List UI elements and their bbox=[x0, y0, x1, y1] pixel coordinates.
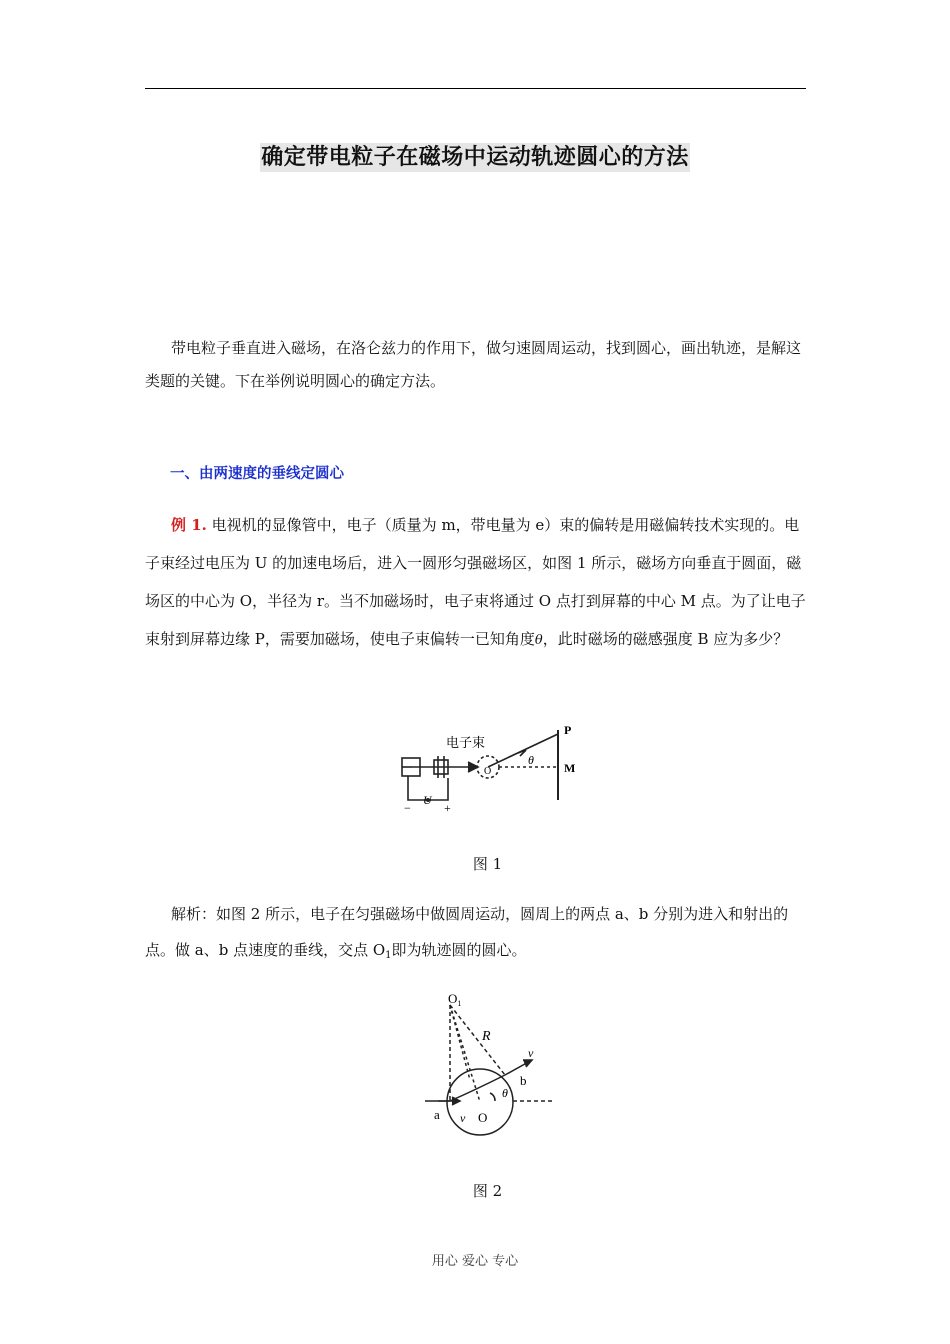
fig1-beam-label: 电子束 bbox=[446, 735, 486, 750]
analysis-paragraph bbox=[145, 896, 810, 974]
example-text-2: ，此时磁场的磁感强度 B 应为多少？ bbox=[542, 630, 789, 648]
fig2-theta-label: θ bbox=[502, 1086, 508, 1100]
example-label: 例 1. bbox=[171, 516, 207, 534]
fig1-plus-label: + bbox=[444, 801, 451, 815]
fig2-O1-label: $O_1$ bbox=[448, 991, 462, 1008]
fig1-P-label: P bbox=[564, 723, 572, 737]
figure-2-caption: 图 2 bbox=[472, 1182, 503, 1200]
fig1-M-label: M bbox=[564, 761, 576, 775]
analysis-text-1: 解析：如图 2 所示，电子在匀强磁场中做圆周运动，圆周上的两点 a、b 分别为进入和射出的点。做 a、b 点速度的垂线，交点 O bbox=[145, 905, 789, 959]
fig1-theta-label: θ bbox=[528, 753, 534, 767]
fig1-U-label: U bbox=[423, 793, 432, 807]
figure-2-diagram bbox=[420, 985, 560, 1145]
section-heading: 一、由两速度的垂线定圆心 bbox=[170, 466, 344, 482]
analysis-text-2: 即为轨迹圆的圆心。 bbox=[391, 941, 527, 959]
analysis-subscript: 1 bbox=[385, 950, 392, 961]
fig2-v-top-label: v bbox=[528, 1046, 534, 1060]
fig2-v-bottom-label: v bbox=[460, 1111, 466, 1125]
figure-1-diagram bbox=[398, 720, 588, 815]
figure-1-caption: 图 1 bbox=[472, 855, 503, 873]
fig2-b-label: b bbox=[520, 1073, 527, 1088]
fig2-R-label: R bbox=[482, 1029, 491, 1044]
page-title: 确定带电粒子在磁场中运动轨迹圆心的方法 bbox=[261, 145, 689, 170]
fig1-O-label: O bbox=[484, 766, 492, 777]
fig2-O-label: O bbox=[478, 1110, 488, 1125]
example-paragraph bbox=[145, 506, 810, 660]
page-footer: 用心 爱心 专心 bbox=[431, 1254, 519, 1269]
fig1-minus-label: − bbox=[404, 801, 411, 815]
intro-paragraph: 带电粒子垂直进入磁场，在洛仑兹力的作用下，做匀速圆周运动，找到圆心，画出轨迹，是解这类题的关键。下在举例说明圆心的确定方法。 bbox=[145, 339, 802, 390]
example-text-1: 电视机的显像管中，电子（质量为 m，带电量为 e）束的偏转是用磁偏转技术实现的。电子束经过电压为 U 的加速电场后，进入一圆形匀强磁场区，如图 1 所示，磁场方向垂直于圆面，磁场区的中心为 O，半径为 r。当不加磁场时，电子束将通过 O 点打到屏幕的中心 M 点。为了让电子束射到屏幕边缘 P，需要加磁场，使电子束偏转一已知角度 bbox=[145, 516, 806, 648]
header-rule bbox=[145, 88, 806, 89]
fig2-a-label: a bbox=[434, 1107, 440, 1122]
example-theta: θ bbox=[534, 633, 543, 648]
page-title-wrap bbox=[0, 140, 950, 171]
